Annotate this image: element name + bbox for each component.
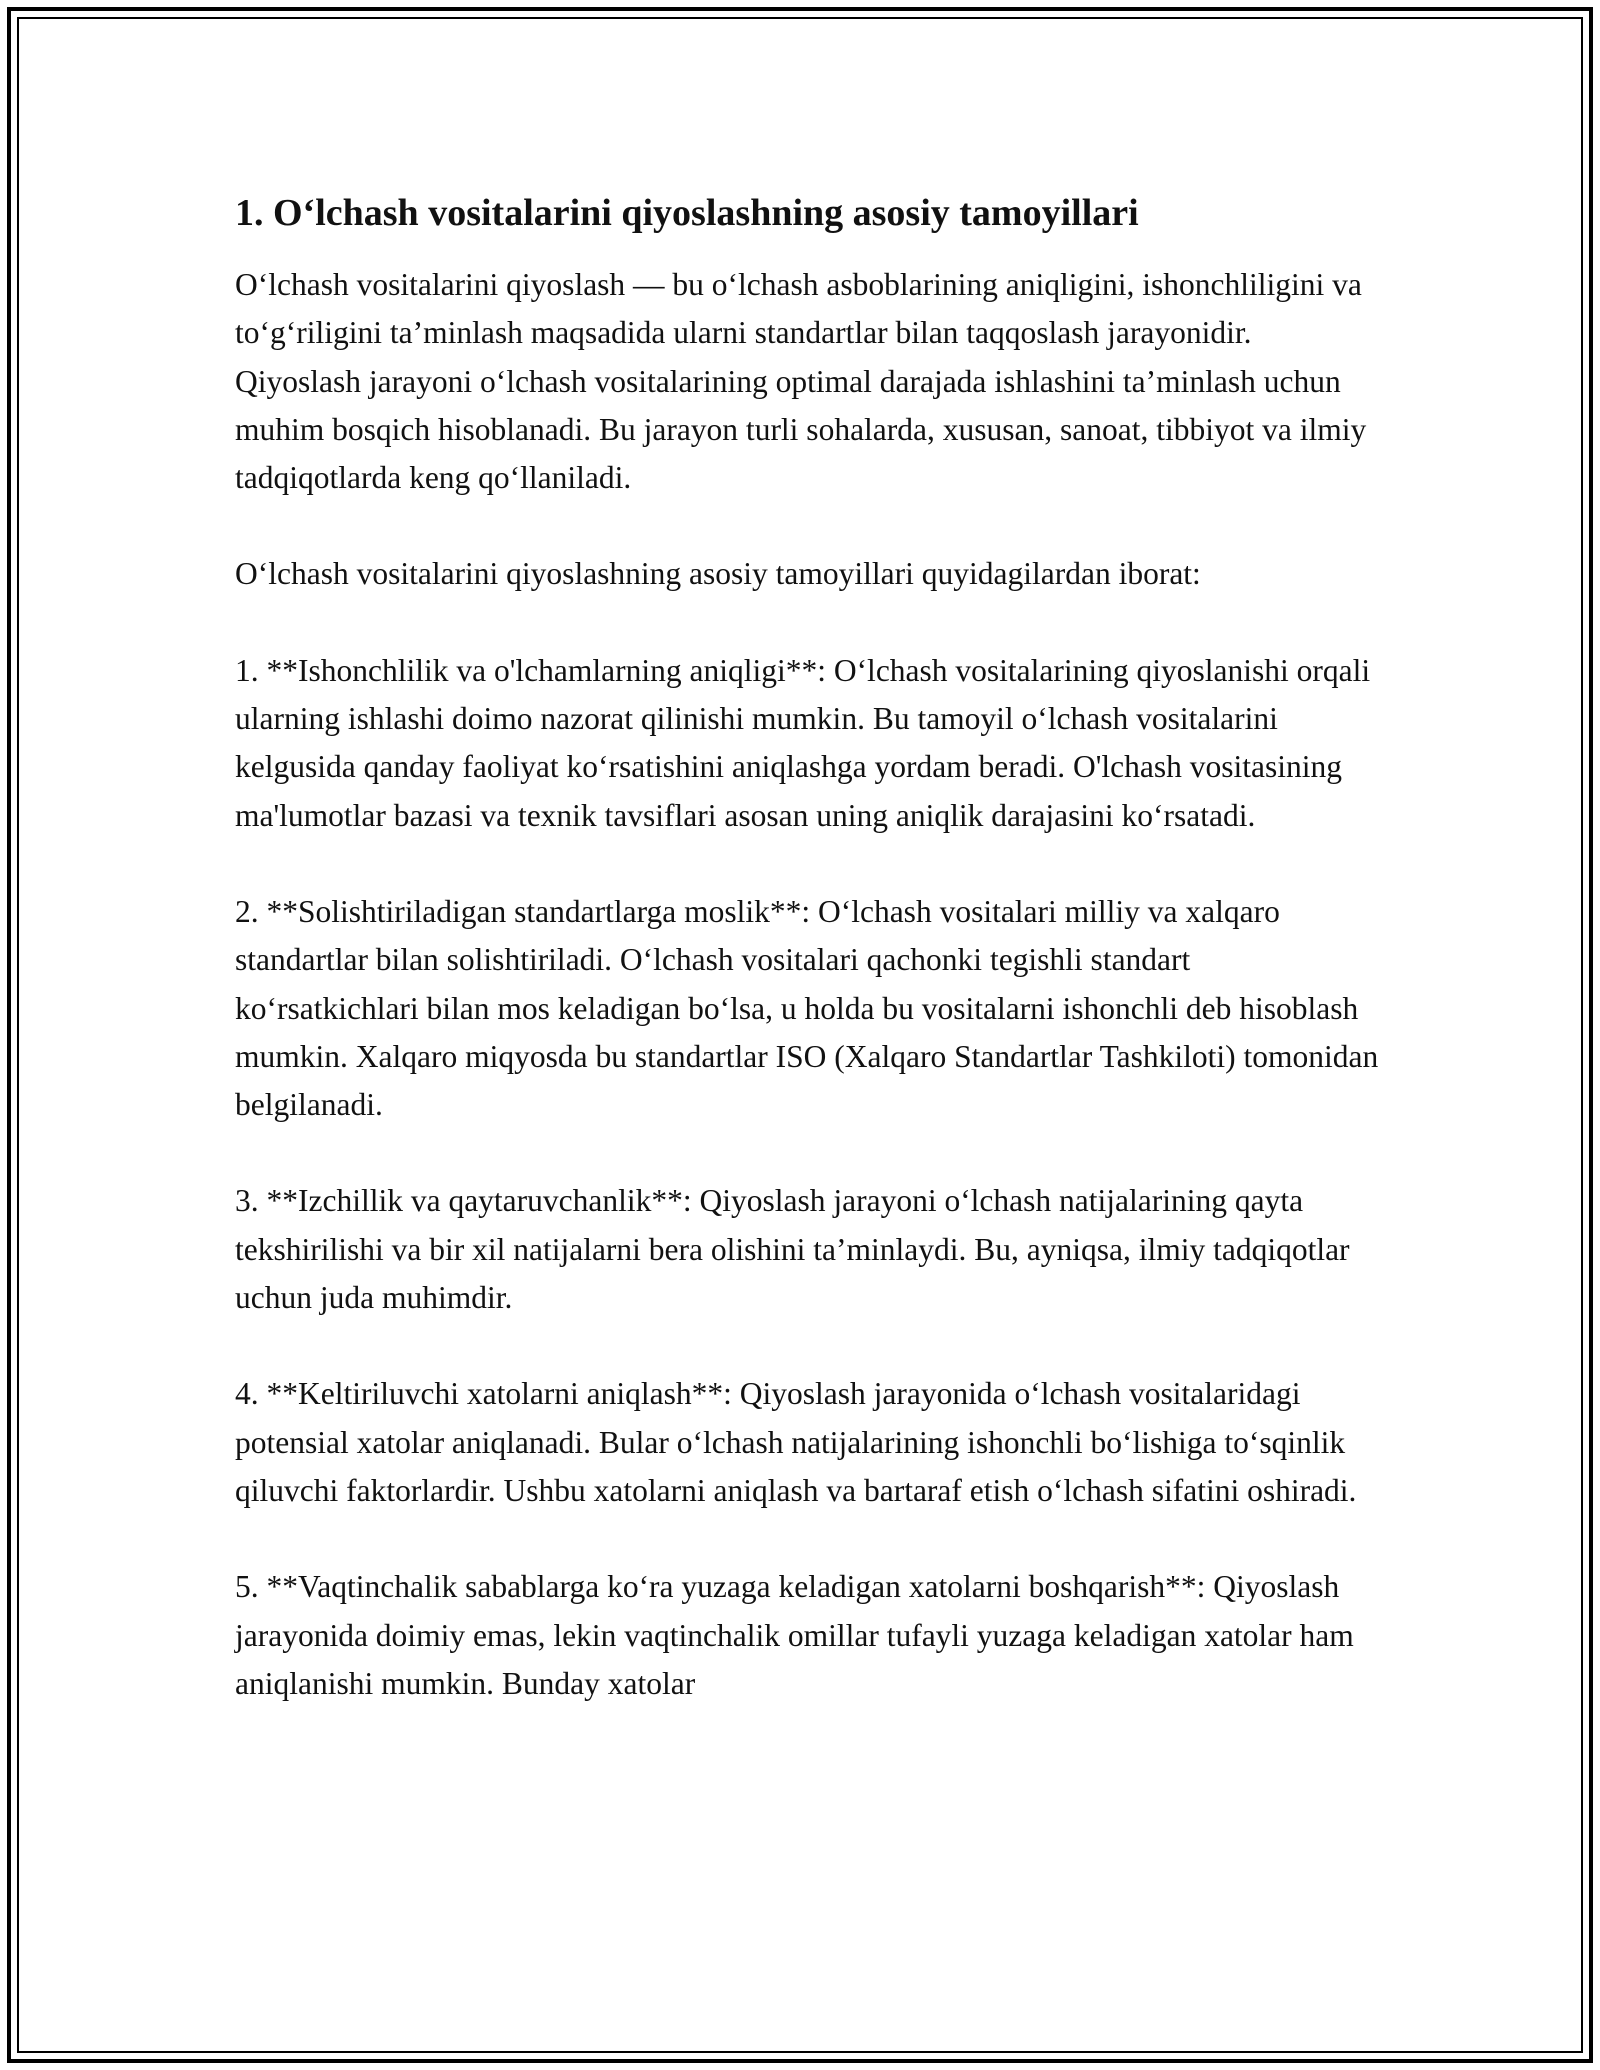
principle-4-paragraph: 4. **Keltiriluvchi xatolarni aniqlash**: Qiyoslash jarayonida oʻlchash vositalaridagi potensial xatolar aniqlanadi. Bular oʻlchash natijalarining ishonchli boʻlishiga toʻsqinlik qiluvchi faktorlardir. Ushbu xatolarni aniqlash va bartaraf etish oʻlchash sifatini oshiradi.: [235, 1376, 1357, 1508]
principle-3-paragraph: 3. **Izchillik va qaytaruvchanlik**: Qiyoslash jarayoni oʻlchash natijalarining qayta tekshirilishi va bir xil natijalarni bera olishini taʼminlaydi. Bu, ayniqsa, ilmiy tadqiqotlar uchun juda muhimdir.: [235, 1183, 1350, 1316]
principle-2-paragraph: 2. **Solishtiriladigan standartlarga moslik**: Oʻlchash vositalari milliy va xalqaro standartlar bilan solishtiriladi. Oʻlchash vositalari qachonki tegishli standart koʻrsatkichlari bilan mos keladigan boʻlsa, u holda bu vositalarni ishonchli deb hisoblash mumkin. Xalqaro miqyosda bu standartlar ISO (Xalqaro Standartlar Tashkiloti) tomonidan belgilanadi.: [235, 893, 1379, 1123]
intro-paragraph: Oʻlchash vositalarini qiyoslash — bu oʻlchash asboblarining aniqligini, ishonchliligini va toʻgʻriligini taʼminlash maqsadida ularni standartlar bilan taqqoslash jarayonidir. Qiyoslash jarayoni oʻlchash vositalarining optimal darajada ishlashini taʼminlash uchun muhim bosqich hisoblanadi. Bu jarayon turli sohalarda, xususan, sanoat, tibbiyot va ilmiy tadqiqotlarda keng qoʻllaniladi.: [235, 267, 1367, 496]
section-heading: 1. Oʻlchash vositalarini qiyoslashning asosiy tamoyillari: [235, 192, 1139, 234]
principle-1-paragraph: 1. **Ishonchlilik va o'lchamlarning aniqligi**: Oʻlchash vositalarining qiyoslanishi orqali ularning ishlashi doimo nazorat qilinishi mumkin. Bu tamoyil oʻlchash vositalarini kelgusida qanday faoliyat koʻrsatishini aniqlashga yordam beradi. O'lchash vositasining ma'lumotlar bazasi va texnik tavsiflari asosan uning aniqlik darajasini koʻrsatadi.: [235, 652, 1371, 833]
principles-lead-paragraph: Oʻlchash vositalarini qiyoslashning asosiy tamoyillari quyidagilardan iborat:: [235, 556, 1201, 592]
document-body: [235, 186, 1380, 1708]
principle-5-paragraph: 5. **Vaqtinchalik sabablarga koʻra yuzaga keladigan xatolarni boshqarish**: Qiyoslash jarayonida doimiy emas, lekin vaqtinchalik omillar tufayli yuzaga keladigan xatolar ham aniqlanishi mumkin. Bunday xatolar: [235, 1569, 1354, 1701]
